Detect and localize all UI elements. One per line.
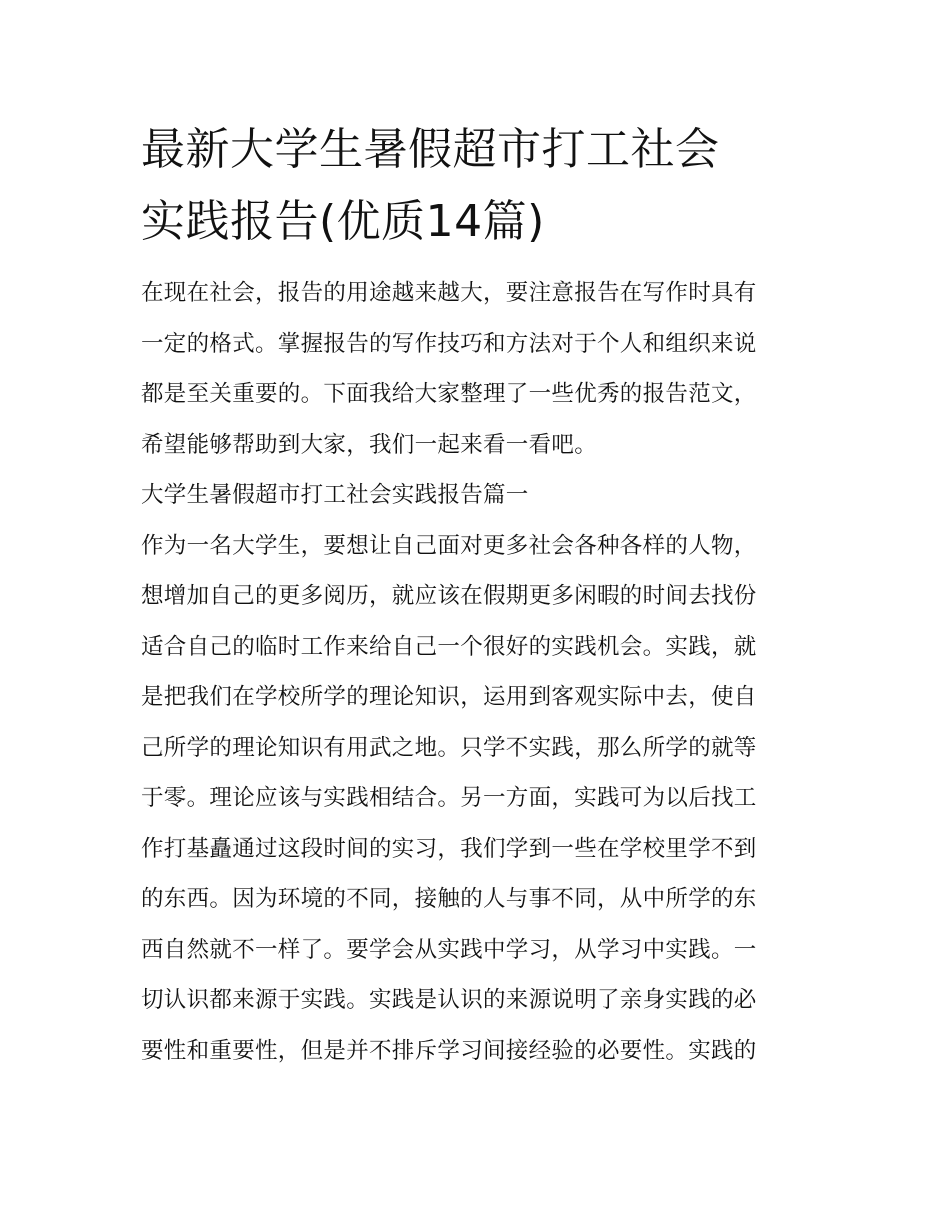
document-body xyxy=(141,268,813,1076)
body-line: 要性和重要性，但是并不排斥学习间接经验的必要性。实践的 xyxy=(141,1037,757,1064)
body-line: 作为一名大学生，要想让自己面对更多社会各种各样的人物， xyxy=(141,532,757,559)
body-line: 作打基矗通过这段时间的实习，我们学到一些在学校里学不到 xyxy=(141,835,757,862)
intro-line: 希望能够帮助到大家，我们一起来看一看吧。 xyxy=(141,431,598,458)
body-line: 己所学的理论知识有用武之地。只学不实践，那么所学的就等 xyxy=(141,734,757,761)
intro-line: 在现在社会，报告的用途越来越大，要注意报告在写作时具有 xyxy=(141,280,757,306)
body-line: 切认识都来源于实践。实践是认识的来源说明了亲身实践的必 xyxy=(141,987,757,1013)
intro-line: 都是至关重要的。下面我给大家整理了一些优秀的报告范文， xyxy=(141,381,757,407)
body-line: 于零。理论应该与实践相结合。另一方面，实践可为以后找工 xyxy=(141,785,757,811)
body-line: 适合自己的临时工作来给自己一个很好的实践机会。实践，就 xyxy=(141,633,757,660)
body-line: 是把我们在学校所学的理论知识，运用到客观实际中去，使自 xyxy=(141,684,757,710)
document-title xyxy=(141,114,813,258)
body-line: 想增加自己的更多阅历，就应该在假期更多闲暇的时间去找份 xyxy=(141,583,757,609)
body-line: 的东西。因为环境的不同，接触的人与事不同，从中所学的东 xyxy=(141,886,757,912)
title-line: 最新大学生暑假超市打工社会 xyxy=(141,124,720,175)
intro-line: 一定的格式。掌握报告的写作技巧和方法对于个人和组织来说 xyxy=(141,330,757,357)
section-heading: 大学生暑假超市打工社会实践报告篇一 xyxy=(141,482,529,508)
title-line: 实践报告(优质14篇) xyxy=(141,196,545,247)
document-page xyxy=(141,114,813,1076)
body-line: 西自然就不一样了。要学会从实践中学习，从学习中实践。一 xyxy=(141,936,757,963)
